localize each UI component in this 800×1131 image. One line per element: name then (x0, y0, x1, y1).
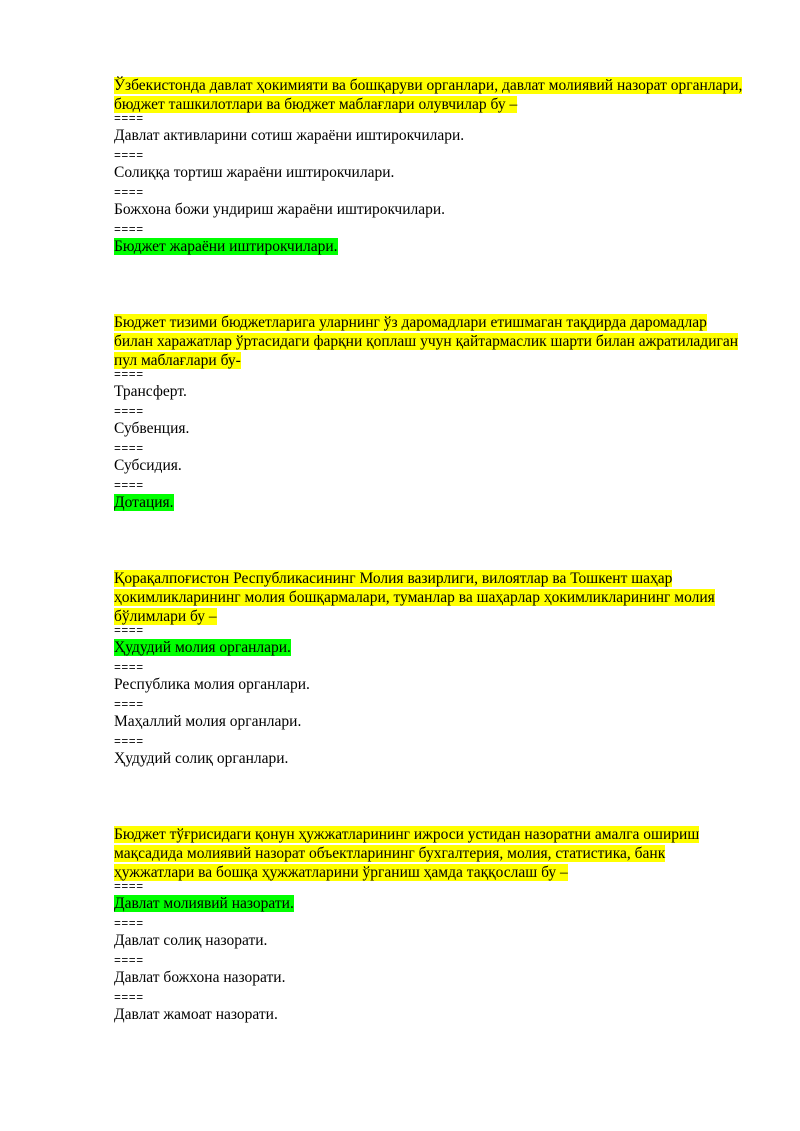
separator: ==== (114, 113, 144, 126)
question-highlight: Қорақалпоғистон Республикасининг Молия вазирлиги, вилоятлар ва Тошкент шаҳар ҳокимликларининг молия бошқармалари, туманлар ва шаҳарлар ҳокимликларининг молия бўлимлари бу – (114, 570, 715, 625)
answer-option: Субвенция. (114, 420, 190, 437)
separator: ==== (114, 224, 144, 237)
question-block (114, 76, 744, 262)
answer-option: Божхона божи ундириш жараёни иштирокчилари. (114, 201, 446, 218)
separator: ==== (114, 699, 144, 712)
document-page (114, 76, 744, 1030)
correct-answer-option: Давлат молиявий назорати. (114, 895, 294, 912)
separator: ==== (114, 955, 144, 968)
separator: ==== (114, 150, 144, 163)
question-highlight: Ўзбекистонда давлат ҳокимияти ва бошқаруви органлари, давлат молиявий назорат органлари, бюджет ташкилотлари ва бюджет маблағлари олувчилар бу – (114, 77, 743, 113)
answer-option: Давлат жамоат назорати. (114, 1006, 278, 1023)
answer-option: Субсидия. (114, 457, 182, 474)
question-block (114, 569, 744, 774)
question-text (114, 569, 744, 626)
separator: ==== (114, 662, 144, 675)
separator: ==== (114, 443, 144, 456)
separator: ==== (114, 918, 144, 931)
question-text (114, 76, 744, 114)
separator: ==== (114, 369, 144, 382)
separator: ==== (114, 625, 144, 638)
separator: ==== (114, 881, 144, 894)
separator: ==== (114, 736, 144, 749)
question-block (114, 313, 744, 518)
correct-answer-option: Ҳудудий молия органлари. (114, 639, 291, 656)
separator: ==== (114, 480, 144, 493)
answer-option: Давлат солиқ назорати. (114, 932, 268, 949)
answer-option: Ҳудудий солиқ органлари. (114, 750, 289, 767)
answer-option: Давлат божхона назорати. (114, 969, 286, 986)
separator: ==== (114, 187, 144, 200)
answer-option: Давлат активларини сотиш жараёни иштирокчилари. (114, 127, 465, 144)
correct-answer-option: Бюджет жараёни иштирокчилари. (114, 238, 338, 255)
separator: ==== (114, 406, 144, 419)
correct-answer-option: Дотация. (114, 494, 174, 511)
question-text (114, 825, 744, 882)
question-highlight: Бюджет тўғрисидаги қонун ҳужжатларининг ижроси устидан назоратни амалга ошириш мақсадида молиявий назорат объектларининг бухгалтерия, молия, статистика, банк ҳужжатлари ва бошқа ҳужжатларини ўрганиш ҳамда таққослаш бу – (114, 826, 700, 881)
question-highlight: Бюджет тизими бюджетларига уларнинг ўз даромадлари етишмаган тақдирда даромадлар билан харажатлар ўртасидаги фарқни қоплаш учун қайтармаслик шарти билан ажратиладиган пул маблағлари бу- (114, 314, 739, 369)
question-block (114, 825, 744, 1030)
separator: ==== (114, 992, 144, 1005)
question-text (114, 313, 744, 370)
answer-option: Трансферт. (114, 383, 187, 400)
answer-option: Маҳаллий молия органлари. (114, 713, 302, 730)
answer-option: Республика молия органлари. (114, 676, 310, 693)
answer-option: Солиққа тортиш жараёни иштирокчилари. (114, 164, 395, 181)
